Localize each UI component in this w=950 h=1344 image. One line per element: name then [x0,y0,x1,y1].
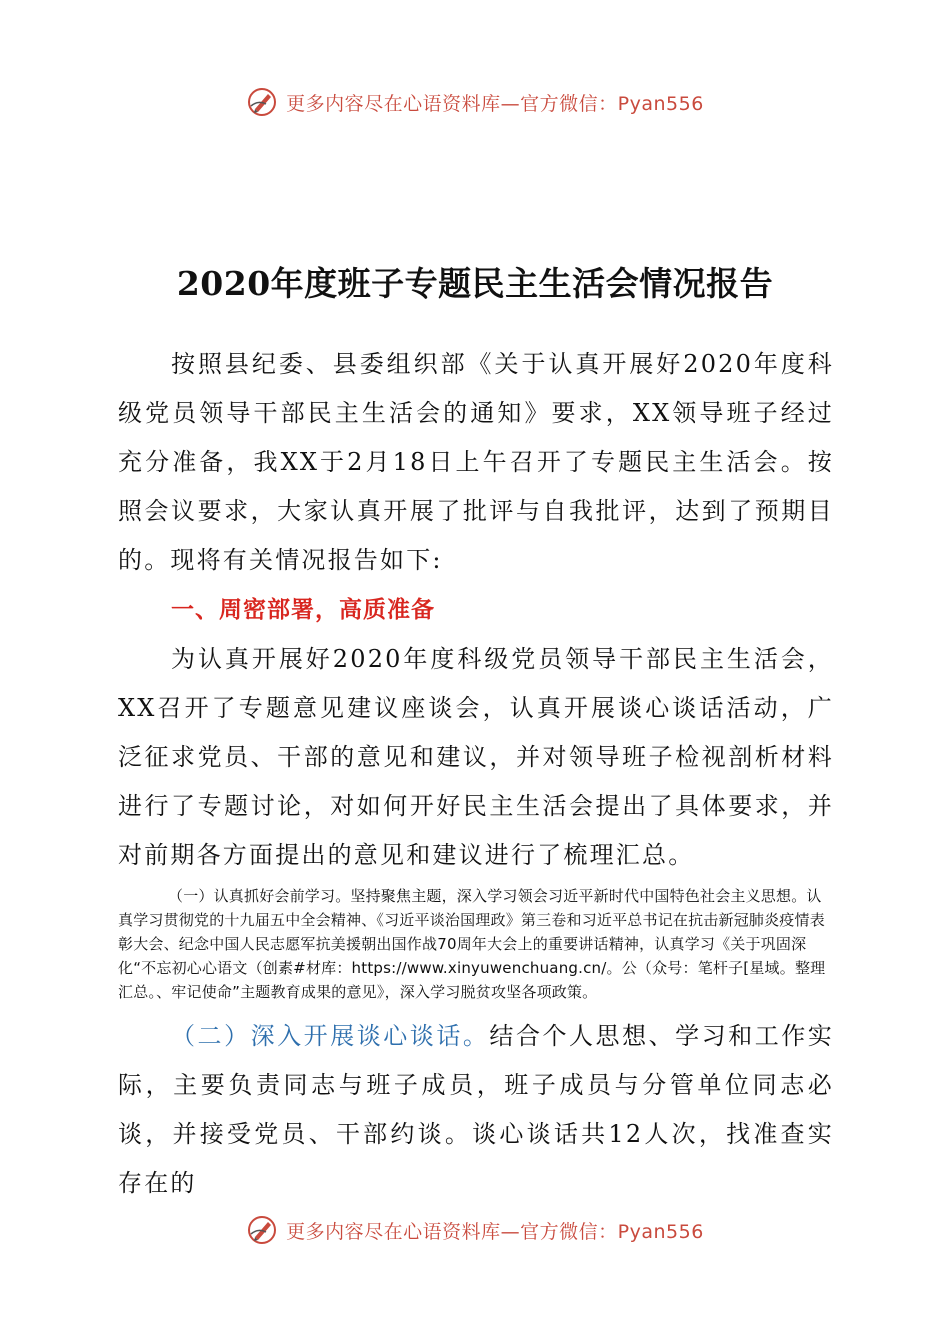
subsection-talk-text: 结合个人思想、学习和工作实际，主要负责同志与班子成员，班子成员与分管单位同志必谈，并接受党员、干部约谈。谈心谈话共12人次，找准查实存在的 [118,1022,834,1197]
document-body [118,340,834,1208]
section-paragraph: 为认真开展好2020年度科级党员领导干部民主生活会，XX召开了专题意见建议座谈会，认真开展谈心谈话活动，广泛征求党员、干部的意见和建议，并对领导班子检视剖析材料进行了专题讨论，对如何开好民主生活会提出了具体要求，并对前期各方面提出的意见和建议进行了梳理汇总。 [118,645,834,869]
watermark-footer [0,1210,950,1250]
subsection-talk-heading: （二）深入开展谈心谈话。 [171,1022,490,1050]
watermark-header [0,82,950,122]
intro-paragraph: 按照县纪委、县委组织部《关于认真开展好2020年度科级党员领导干部民主生活会的通知》要求，XX领导班子经过充分准备，我XX于2月18日上午召开了专题民主生活会。按照会议要求，大家认真开展了批评与自我批评，达到了预期目的。现将有关情况报告如下: [118,350,834,574]
watermark-text: 更多内容尽在心语资料库—官方微信：Pyan556 [286,1220,704,1243]
pen-logo-icon [246,1214,278,1246]
pen-logo-icon [246,86,278,118]
section-heading: 一、周密部署，高质准备 [171,597,435,623]
subsection-talk-paragraph [118,1012,834,1208]
subsection-study-paragraph: （一）认真抓好会前学习。坚持聚焦主题，深入学习领会习近平新时代中国特色社会主义思想。认真学习贯彻党的十九届五中全会精神、《习近平谈治国理政》第三卷和习近平总书记在抗击新冠肺炎疫情表彰大会、纪念中国人民志愿军抗美援朝出国作战70周年大会上的重要讲话精神，认真学习《关于巩固深化“不忘初心心语文（创素#材库：https://www.xinyuwenchuang.cn/。公（众号：笔杆子[星域。整理汇总。、牢记使命”主题教育成果的意见》，深入学习脱贫攻坚各项政策。 [118,887,826,1001]
page-title: 2020年度班子专题民主生活会情况报告 [176,264,774,303]
watermark-text: 更多内容尽在心语资料库—官方微信：Pyan556 [286,92,704,115]
